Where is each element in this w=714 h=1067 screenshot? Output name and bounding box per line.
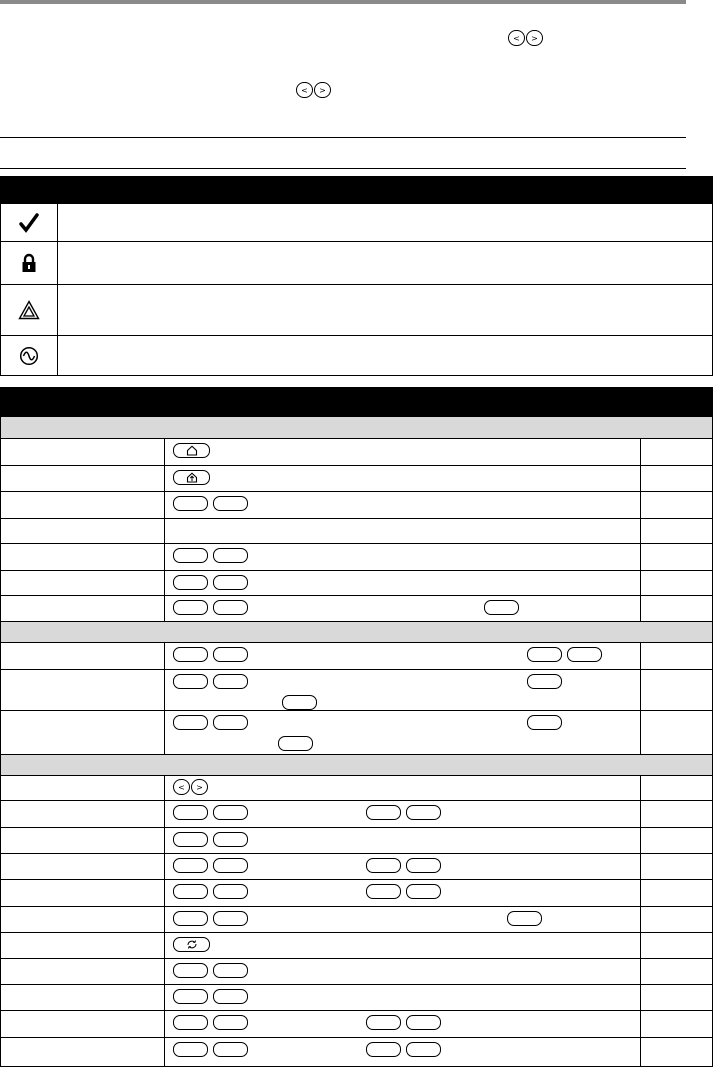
table-row <box>1 643 712 670</box>
blank-key-icon <box>213 1015 248 1030</box>
cell-divider <box>640 776 641 800</box>
cell-divider <box>640 571 641 595</box>
section-row <box>1 755 712 776</box>
nav-arrow-keys <box>296 82 331 98</box>
blank-key-icon <box>527 647 562 662</box>
right-arrow-key-icon: > <box>191 779 208 795</box>
cell-divider <box>640 643 641 669</box>
cell-divider <box>640 828 641 853</box>
blank-key-icon <box>366 884 401 899</box>
blank-key-icon <box>213 989 248 1004</box>
table-row <box>1 907 712 933</box>
home-up-key-icon <box>173 470 210 485</box>
blank-key-icon <box>406 1015 441 1030</box>
cell-divider <box>164 933 165 958</box>
cell-divider <box>640 801 641 827</box>
table-row <box>1 828 712 854</box>
cell-divider <box>164 643 165 669</box>
section-rule <box>0 168 686 169</box>
blank-key-icon <box>173 647 208 662</box>
cell-divider <box>164 854 165 879</box>
legend-row <box>1 336 712 376</box>
cell-divider <box>164 907 165 932</box>
cell-divider <box>164 519 165 543</box>
left-arrow-key-icon: < <box>173 779 190 795</box>
sine-wave-circle-icon <box>1 336 57 375</box>
blank-key-icon <box>173 575 208 590</box>
status-legend-table <box>0 204 713 376</box>
blank-key-icon <box>278 736 313 751</box>
cell-divider <box>164 985 165 1010</box>
blank-key-icon <box>406 805 441 820</box>
cell-divider <box>164 571 165 595</box>
cell-divider <box>640 933 641 958</box>
blank-key-icon <box>173 674 208 689</box>
section-row <box>1 622 712 643</box>
top-header-rule <box>0 0 686 4</box>
blank-key-icon <box>366 1015 401 1030</box>
right-arrow-key-icon: > <box>314 82 331 98</box>
cell-divider <box>164 492 165 518</box>
cell-divider <box>164 711 165 754</box>
legend-row <box>1 242 712 285</box>
table-row <box>1 711 712 755</box>
table-row <box>1 959 712 985</box>
blank-key-icon <box>213 548 248 563</box>
cycle-key-icon <box>173 937 210 952</box>
table-row <box>1 439 712 466</box>
table-row <box>1 880 712 907</box>
cell-divider <box>640 492 641 518</box>
cell-divider <box>640 985 641 1010</box>
operations-table-header <box>0 387 713 417</box>
table-row <box>1 1038 712 1067</box>
blank-key-icon <box>484 600 519 615</box>
blank-key-icon <box>213 858 248 873</box>
blank-key-icon <box>567 647 602 662</box>
blank-key-icon <box>173 496 208 511</box>
cell-divider <box>164 828 165 853</box>
legend-row <box>1 285 712 336</box>
table-row <box>1 776 712 801</box>
blank-key-icon <box>173 911 208 926</box>
blank-key-icon <box>213 884 248 899</box>
table-row <box>1 544 712 571</box>
table-row <box>1 985 712 1011</box>
cell-divider <box>164 466 165 491</box>
blank-key-icon <box>173 1042 208 1057</box>
cell-divider <box>640 596 641 621</box>
blank-key-icon <box>173 715 208 730</box>
cell-divider <box>640 439 641 465</box>
cell-divider <box>164 670 165 710</box>
cell-divider <box>640 711 641 754</box>
cell-divider <box>164 439 165 465</box>
cell-divider <box>640 907 641 932</box>
table-row <box>1 519 712 544</box>
blank-key-icon <box>366 1042 401 1057</box>
table-row <box>1 801 712 828</box>
nav-arrow-keys <box>173 779 208 795</box>
warning-triangle-icon <box>1 285 57 335</box>
cell-divider <box>164 776 165 800</box>
cell-divider <box>164 596 165 621</box>
cell-divider <box>640 544 641 570</box>
blank-key-icon <box>213 600 248 615</box>
cell-divider <box>640 1011 641 1037</box>
section-row <box>1 417 712 439</box>
blank-key-icon <box>173 805 208 820</box>
blank-key-icon <box>406 858 441 873</box>
cell-divider <box>640 959 641 984</box>
cell-divider <box>164 1011 165 1037</box>
blank-key-icon <box>173 600 208 615</box>
cell-divider <box>164 801 165 827</box>
blank-key-icon <box>213 832 248 847</box>
cell-divider <box>640 670 641 710</box>
blank-key-icon <box>213 1042 248 1057</box>
blank-key-icon <box>406 884 441 899</box>
table-row <box>1 492 712 519</box>
blank-key-icon <box>366 805 401 820</box>
cell-divider <box>164 1038 165 1066</box>
padlock-icon <box>1 242 57 284</box>
table-row <box>1 596 712 622</box>
table-row <box>1 854 712 880</box>
left-arrow-key-icon: < <box>296 82 313 98</box>
blank-key-icon <box>173 884 208 899</box>
blank-key-icon <box>173 832 208 847</box>
blank-key-icon <box>213 805 248 820</box>
cell-divider <box>640 880 641 906</box>
table-row <box>1 933 712 959</box>
legend-table-header <box>0 176 713 204</box>
blank-key-icon <box>173 963 208 978</box>
operations-table <box>0 417 713 1067</box>
legend-row <box>1 204 712 242</box>
home-key-icon <box>173 443 210 458</box>
cell-divider <box>640 519 641 543</box>
blank-key-icon <box>213 647 248 662</box>
blank-key-icon <box>406 1042 441 1057</box>
blank-key-icon <box>173 1015 208 1030</box>
blank-key-icon <box>527 715 562 730</box>
blank-key-icon <box>213 496 248 511</box>
cell-divider <box>640 1038 641 1066</box>
blank-key-icon <box>213 674 248 689</box>
blank-key-icon <box>282 695 317 710</box>
blank-key-icon <box>366 858 401 873</box>
blank-key-icon <box>213 963 248 978</box>
cell-divider <box>164 880 165 906</box>
cell-divider <box>640 466 641 491</box>
blank-key-icon <box>213 911 248 926</box>
cell-divider <box>164 544 165 570</box>
table-row <box>1 571 712 596</box>
blank-key-icon <box>173 989 208 1004</box>
table-row <box>1 670 712 711</box>
right-arrow-key-icon: > <box>526 30 543 46</box>
checkmark-icon <box>1 204 57 241</box>
blank-key-icon <box>173 858 208 873</box>
nav-arrow-keys <box>508 30 543 46</box>
section-rule <box>0 137 686 138</box>
table-row <box>1 466 712 492</box>
blank-key-icon <box>527 674 562 689</box>
left-arrow-key-icon: < <box>508 30 525 46</box>
cell-divider <box>164 959 165 984</box>
blank-key-icon <box>173 548 208 563</box>
blank-key-icon <box>507 911 542 926</box>
blank-key-icon <box>213 575 248 590</box>
blank-key-icon <box>213 715 248 730</box>
table-row <box>1 1011 712 1038</box>
cell-divider <box>640 854 641 879</box>
